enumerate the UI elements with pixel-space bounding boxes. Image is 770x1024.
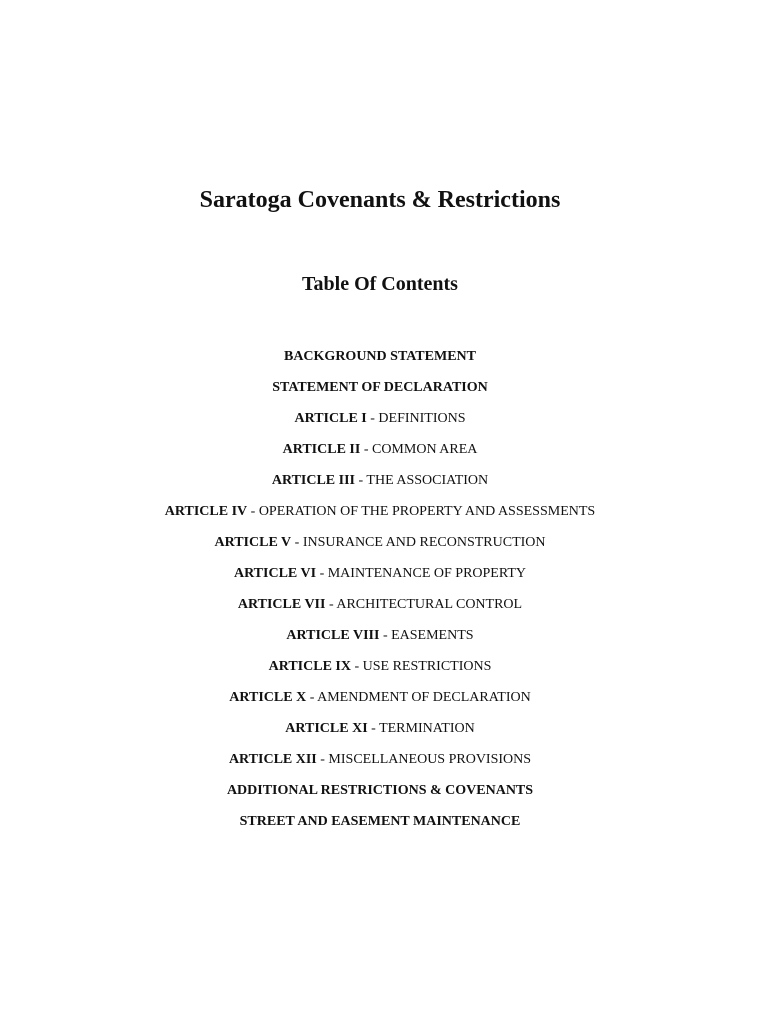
- toc-item-article-3[interactable]: [0, 469, 760, 500]
- toc-item-label: BACKGROUND STATEMENT: [283, 349, 476, 364]
- toc-item-separator: -: [316, 566, 328, 581]
- toc-item-label: STATEMENT OF DECLARATION: [272, 380, 488, 395]
- toc-item-label: ARTICLE XI: [285, 721, 368, 736]
- toc-item-article-12[interactable]: [0, 748, 760, 779]
- toc-heading: Table Of Contents: [302, 273, 458, 295]
- toc-item-street-easement-maintenance[interactable]: [0, 810, 760, 841]
- toc-item-separator: -: [316, 752, 329, 767]
- toc-item-label: ARTICLE IX: [268, 659, 351, 674]
- toc-item-label: ADDITIONAL RESTRICTIONS & COVENANTS: [226, 783, 534, 798]
- toc-item-separator: -: [247, 504, 259, 519]
- toc-item-additional-restrictions[interactable]: [0, 779, 760, 810]
- toc-item-description: USE RESTRICTIONS: [362, 659, 492, 674]
- toc-item-article-2[interactable]: [0, 438, 760, 469]
- toc-item-label: ARTICLE X: [229, 690, 307, 705]
- toc-item-label: ARTICLE VIII: [286, 628, 380, 643]
- toc-item-separator: -: [291, 535, 303, 550]
- toc-item-label: ARTICLE III: [271, 473, 355, 488]
- table-of-contents: [0, 345, 760, 841]
- toc-item-label: ARTICLE XII: [228, 752, 317, 767]
- toc-item-statement-of-declaration[interactable]: [0, 376, 760, 407]
- toc-item-separator: -: [367, 721, 380, 736]
- toc-item-separator: -: [360, 442, 372, 457]
- toc-item-separator: -: [325, 597, 337, 612]
- toc-item-description: COMMON AREA: [371, 442, 478, 457]
- toc-item-description: OPERATION OF THE PROPERTY AND ASSESSMENTS: [258, 504, 596, 519]
- toc-item-article-1[interactable]: [0, 407, 760, 438]
- toc-item-description: MISCELLANEOUS PROVISIONS: [328, 752, 532, 767]
- toc-item-description: DEFINITIONS: [378, 411, 466, 426]
- toc-item-label: ARTICLE VI: [233, 566, 317, 581]
- toc-item-description: THE ASSOCIATION: [366, 473, 489, 488]
- toc-item-description: INSURANCE AND RECONSTRUCTION: [302, 535, 546, 550]
- toc-item-description: EASEMENTS: [391, 628, 474, 643]
- toc-item-label: ARTICLE IV: [164, 504, 248, 519]
- toc-item-article-5[interactable]: [0, 531, 760, 562]
- toc-item-label: ARTICLE VII: [237, 597, 326, 612]
- toc-item-article-6[interactable]: [0, 562, 760, 593]
- toc-item-description: TERMINATION: [379, 721, 475, 736]
- toc-item-label: ARTICLE II: [282, 442, 361, 457]
- toc-item-article-4[interactable]: [0, 500, 760, 531]
- toc-item-article-8[interactable]: [0, 624, 760, 655]
- toc-item-article-11[interactable]: [0, 717, 760, 748]
- toc-item-separator: -: [350, 659, 363, 674]
- toc-item-description: ARCHITECTURAL CONTROL: [336, 597, 523, 612]
- toc-item-description: MAINTENANCE OF PROPERTY: [327, 566, 527, 581]
- toc-item-separator: -: [366, 411, 379, 426]
- toc-item-label: ARTICLE V: [214, 535, 292, 550]
- toc-item-article-7[interactable]: [0, 593, 760, 624]
- toc-item-separator: -: [306, 690, 318, 705]
- toc-item-label: STREET AND EASEMENT MAINTENANCE: [239, 814, 521, 829]
- toc-item-article-9[interactable]: [0, 655, 760, 686]
- document-title: Saratoga Covenants & Restrictions: [199, 187, 561, 213]
- toc-item-article-10[interactable]: [0, 686, 760, 717]
- toc-item-separator: -: [379, 628, 392, 643]
- toc-item-background-statement[interactable]: [0, 345, 760, 376]
- toc-item-label: ARTICLE I: [294, 411, 367, 426]
- toc-item-separator: -: [355, 473, 367, 488]
- toc-item-description: AMENDMENT OF DECLARATION: [317, 690, 531, 705]
